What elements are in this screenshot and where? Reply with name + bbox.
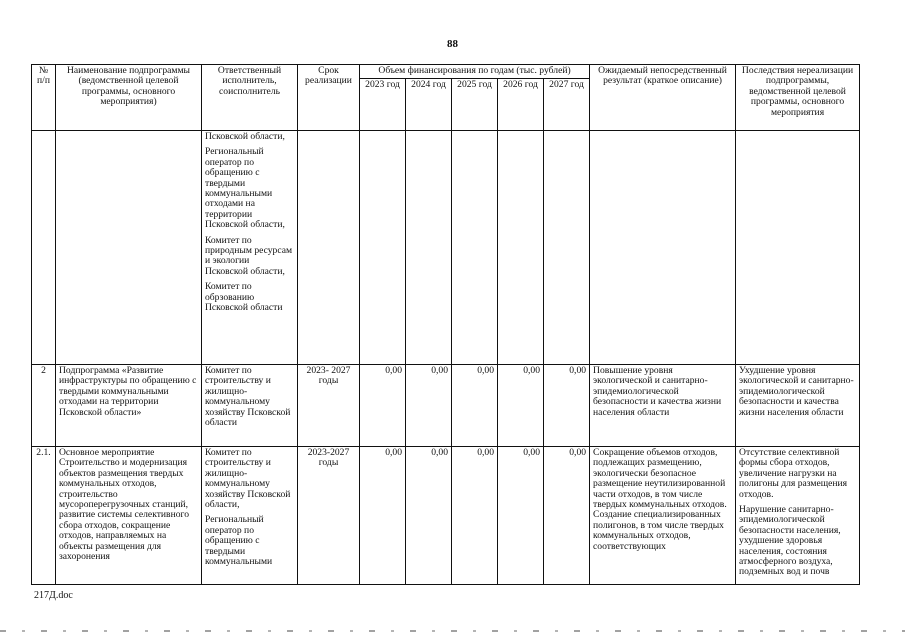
cell-result: [590, 131, 736, 365]
responsible-item: Псковской области,: [205, 131, 285, 142]
responsible-item: Комитет по обрзованию Псковской области: [205, 281, 283, 314]
header-year: 2027 год: [544, 79, 590, 131]
consequence-item: Нарушение санитарно-эпидемиологической безопасности населения, ухудшение здоровья населения, состояния атмосферного воздуха, подземных вод и почв: [739, 504, 841, 578]
cell-name: [56, 131, 202, 365]
responsible-item: Региональный оператор по обращению с твердыми коммунальными: [205, 514, 273, 568]
cell-result: [590, 447, 736, 585]
consequence-item: Ухудшение уровня экологической и санитарно-эпидемиологической безопасности и качества жизни населения области: [739, 365, 854, 418]
cell-value: 0,00: [452, 447, 498, 585]
result-item: Сокращение объемов отходов, подлежащих размещению, экологически безопасное размещение неутилизированной части отходов, в том числе твердых коммунальных отходов.: [593, 447, 727, 511]
table-row: [32, 365, 860, 447]
responsible-item: Комитет по строительству и жилищно-коммунальному хозяйству Псковской области: [205, 365, 291, 429]
cell-value: [360, 131, 406, 365]
cell-name: Подпрограмма «Развитие инфраструктуры по обращению с твердыми коммунальными отходами на территории Псковской области»: [56, 365, 202, 447]
cell-value: 0,00: [498, 447, 544, 585]
file-name-footer: 217Д.doc: [34, 590, 73, 601]
header-funding: Объем финансирования по годам (тыс. рублей): [360, 65, 590, 79]
header-year: 2025 год: [452, 79, 498, 131]
cell-result: [590, 365, 736, 447]
header-year: 2024 год: [406, 79, 452, 131]
cell-num: 2.1.: [32, 447, 56, 585]
consequence-item: Отсутствие селективной формы сбора отходов, увеличение нагрузки на полигоны для размещения отходов.: [739, 447, 848, 500]
cell-consequences: [736, 447, 860, 585]
header-consequences: Последствия нереализации подпрограммы, ведомственной целевой программы, основного мероприятия: [736, 65, 860, 131]
cell-term: [298, 131, 360, 365]
cell-term: 2023- 2027 годы: [298, 365, 360, 447]
cell-value: 0,00: [406, 447, 452, 585]
cell-value: [498, 131, 544, 365]
cell-value: 0,00: [452, 365, 498, 447]
table-row: [32, 131, 860, 365]
responsible-item: Комитет по строительству и жилищно-коммунальному хозяйству Псковской области,: [205, 447, 291, 511]
cell-value: [406, 131, 452, 365]
cell-consequences: [736, 131, 860, 365]
cell-value: 0,00: [406, 365, 452, 447]
cell-consequences: [736, 365, 860, 447]
header-year: 2023 год: [360, 79, 406, 131]
header-responsible: Ответственный исполнитель, соисполнитель: [202, 65, 298, 131]
cell-value: 0,00: [498, 365, 544, 447]
header-name: Наименование подпрограммы (ведомственной целевой программы, основного мероприятия): [56, 65, 202, 131]
cell-num: [32, 131, 56, 365]
cell-value: 0,00: [544, 365, 590, 447]
header-term: Срок реализации: [298, 65, 360, 131]
result-item: Создание специализированных полигонов, в том числе твердых коммунальных отходов, соответствующих: [593, 509, 724, 552]
cell-responsible: [202, 365, 298, 447]
responsible-item: Комитет по природным ресурсам и экологии Псковской области,: [205, 234, 293, 277]
cell-name: Основное мероприятие Строительство и модернизация объектов размещения твердых коммунальных отходов, строительство мусороперегрузочных станций, развитие системы селективного сбора отходов, сокращение отходов, направляемых на объекты размещения для захоронения: [56, 447, 202, 585]
cell-value: 0,00: [360, 365, 406, 447]
cell-value: 0,00: [360, 447, 406, 585]
cell-term: 2023-2027 годы: [298, 447, 360, 585]
cell-num: 2: [32, 365, 56, 447]
cell-responsible: [202, 447, 298, 585]
program-table: [31, 64, 860, 585]
result-item: Повышение уровня экологической и санитарно-эпидемиологической безопасности и качества жизни населения области: [593, 365, 722, 418]
header-num: № п/п: [32, 65, 56, 131]
responsible-item: Региональный оператор по обращению с твердыми коммунальными отходами на территории Псковской области,: [205, 146, 285, 231]
scan-artifact-line: [0, 630, 905, 632]
cell-value: [544, 131, 590, 365]
page-number: 88: [447, 38, 458, 50]
header-year: 2026 год: [498, 79, 544, 131]
cell-value: [452, 131, 498, 365]
table-row: [32, 447, 860, 585]
cell-value: 0,00: [544, 447, 590, 585]
header-result: Ожидаемый непосредственный результат (краткое описание): [590, 65, 736, 131]
cell-responsible: [202, 131, 298, 365]
